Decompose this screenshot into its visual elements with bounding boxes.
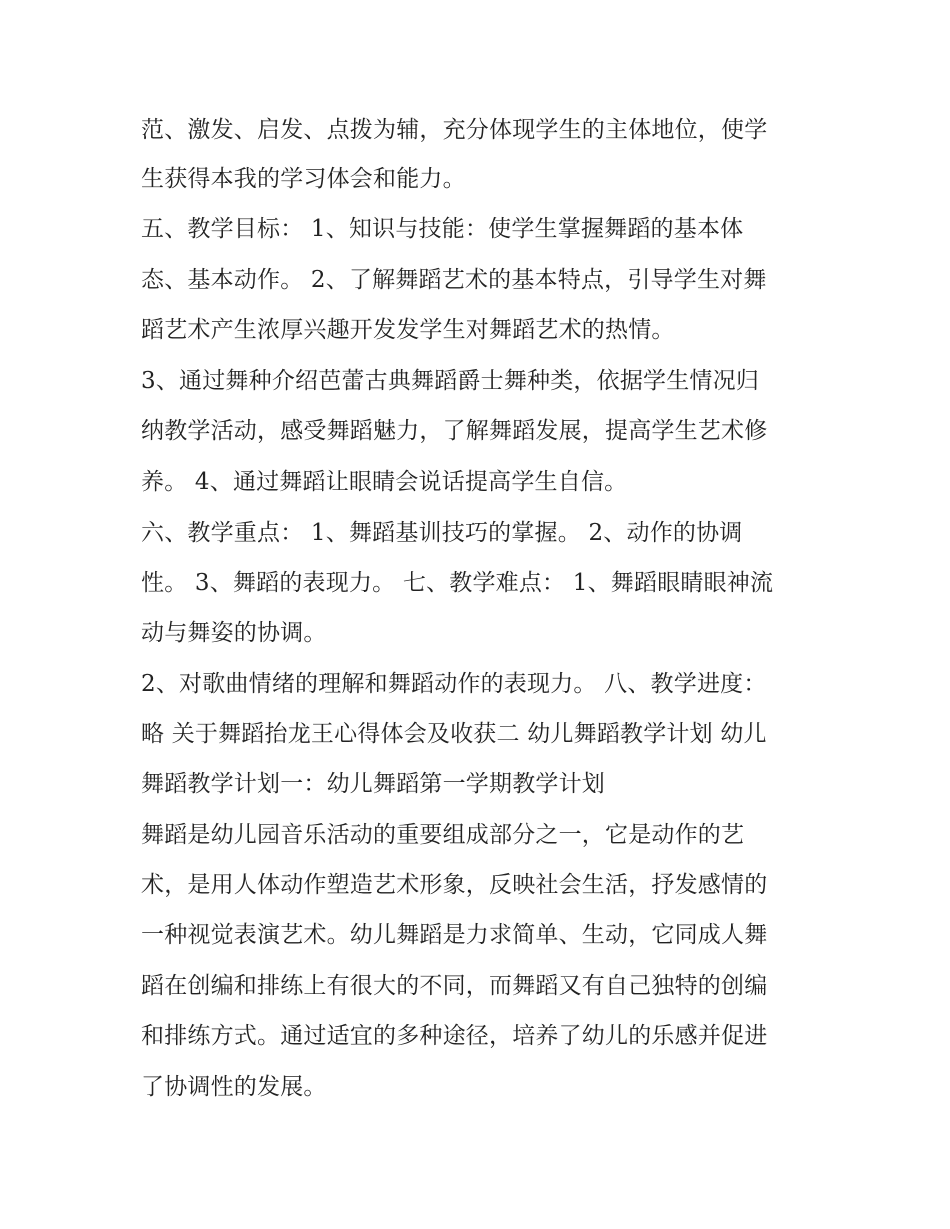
text-line: 蹈在创编和排练上有很大的不同，而舞蹈又有自己独特的创编 — [141, 973, 768, 999]
text-line: 一种视觉表演艺术。幼儿舞蹈是力求简单、生动，它同成人舞 — [141, 922, 768, 948]
text-line: 五、教学目标： 1、知识与技能：使学生掌握舞蹈的基本体 — [141, 216, 744, 242]
text-line: 略 关于舞蹈抬龙王心得体会及收获二 幼儿舞蹈教学计划 幼儿 — [141, 721, 767, 747]
text-line: 蹈艺术产生浓厚兴趣开发发学生对舞蹈艺术的热情。 — [141, 317, 675, 343]
text-line: 了协调性的发展。 — [141, 1074, 327, 1100]
text-line: 纳教学活动，感受舞蹈魅力，了解舞蹈发展，提高学生艺术修 — [141, 418, 768, 444]
text-line: 范、激发、启发、点拨为辅，充分体现学生的主体地位，使学 — [141, 117, 768, 143]
text-line: 养。 4、通过舞蹈让眼睛会说话提高学生自信。 — [141, 469, 628, 495]
text-line: 性。 3、舞蹈的表现力。 七、教学难点： 1、舞蹈眼睛眼神流 — [141, 570, 774, 596]
text-line: 动与舞姿的协调。 — [141, 620, 327, 646]
text-line: 和排练方式。通过适宜的多种途径，培养了幼儿的乐感并促进 — [141, 1023, 768, 1049]
text-line: 态、基本动作。 2、了解舞蹈艺术的基本特点，引导学生对舞 — [141, 267, 767, 293]
text-line: 2、对歌曲情绪的理解和舞蹈动作的表现力。 八、教学进度： — [141, 671, 767, 697]
text-line: 舞蹈教学计划一：幼儿舞蹈第一学期教学计划 — [141, 771, 605, 797]
text-line: 术，是用人体动作塑造艺术形象，反映社会生活，抒发感情的 — [141, 872, 768, 898]
text-line: 舞蹈是幼儿园音乐活动的重要组成部分之一，它是动作的艺 — [141, 822, 745, 848]
text-line: 六、教学重点： 1、舞蹈基训技巧的掌握。 2、动作的协调 — [141, 520, 743, 546]
text-line: 生获得本我的学习体会和能力。 — [141, 166, 466, 192]
text-line: 3、通过舞种介绍芭蕾古典舞蹈爵士舞种类，依据学生情况归 — [141, 368, 760, 394]
